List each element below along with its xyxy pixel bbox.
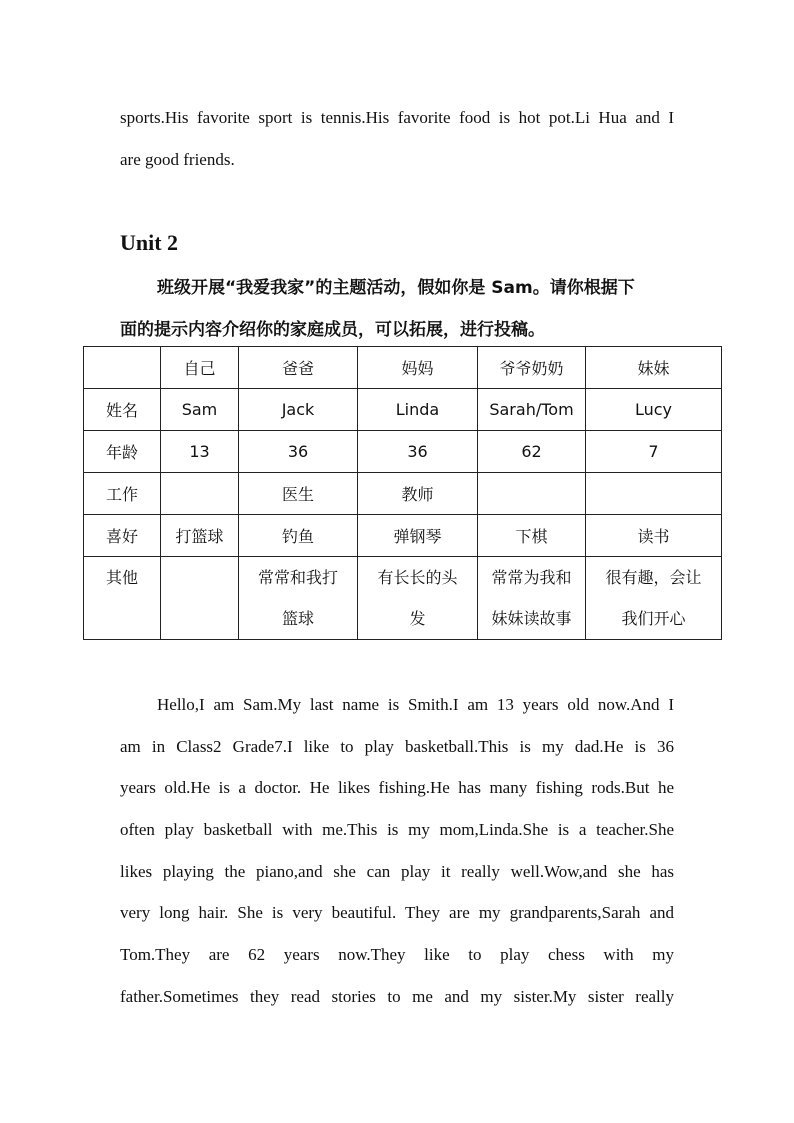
essay-line-5: likes playing the piano,and she can play it really well.Wow,and she has <box>120 862 674 881</box>
cell-line: 我们开心 <box>621 609 686 628</box>
cell-line: 有长长的头 <box>377 568 458 587</box>
table-header-cell: 妹妹 <box>586 347 722 389</box>
table-cell <box>84 347 161 389</box>
table-cell: 弹钢琴 <box>358 515 478 557</box>
intro-line-1: sports.His favorite sport is tennis.His favorite food is hot pot.Li Hua and I <box>120 108 674 127</box>
table-cell: 36 <box>358 431 478 473</box>
table-cell: Jack <box>239 389 358 431</box>
prompt-line-1: 班级开展“我爱我家”的主题活动，假如你是 Sam。请你根据下 <box>157 278 635 298</box>
table-cell: Sarah/Tom <box>478 389 586 431</box>
table-cell: 打篮球 <box>161 515 239 557</box>
table-cell: 62 <box>478 431 586 473</box>
table-cell <box>586 557 722 640</box>
essay-line-3: years old.He is a doctor. He likes fishing.He has many fishing rods.But he <box>120 778 674 797</box>
table-cell: 教师 <box>358 473 478 515</box>
table-cell: 下棋 <box>478 515 586 557</box>
essay-line-8: father.Sometimes they read stories to me and my sister.My sister really <box>120 987 674 1006</box>
family-info-table <box>83 346 722 640</box>
table-cell: 读书 <box>586 515 722 557</box>
cell-line: 篮球 <box>281 609 314 628</box>
table-cell: 36 <box>239 431 358 473</box>
essay-line-1: Hello,I am Sam.My last name is Smith.I am 13 years old now.And I <box>157 695 674 714</box>
essay-line-7: Tom.They are 62 years now.They like to play chess with my <box>120 945 674 964</box>
table-header-cell: 自己 <box>161 347 239 389</box>
table-header-row <box>84 347 722 389</box>
table-cell <box>358 557 478 640</box>
row-label: 姓名 <box>84 389 161 431</box>
table-row <box>84 431 722 473</box>
table-row <box>84 389 722 431</box>
table-cell: 13 <box>161 431 239 473</box>
table-cell: Sam <box>161 389 239 431</box>
essay-line-4: often play basketball with me.This is my mom,Linda.She is a teacher.She <box>120 820 674 839</box>
row-label: 其他 <box>84 557 161 640</box>
row-label: 工作 <box>84 473 161 515</box>
cell-line: 发 <box>409 609 426 628</box>
cell-line: 妹妹读故事 <box>491 609 572 628</box>
prompt-line-2: 面的提示内容介绍你的家庭成员，可以拓展，进行投稿。 <box>120 320 545 340</box>
table-cell: 钓鱼 <box>239 515 358 557</box>
table-header-cell: 妈妈 <box>358 347 478 389</box>
table-header-cell: 爸爸 <box>239 347 358 389</box>
table-cell <box>161 557 239 640</box>
table-cell <box>239 557 358 640</box>
cell-line: 很有趣，会让 <box>605 568 702 587</box>
unit-heading: Unit 2 <box>120 230 179 255</box>
table-cell <box>478 473 586 515</box>
essay-line-2: am in Class2 Grade7.I like to play basketball.This is my dad.He is 36 <box>120 737 674 756</box>
table-row <box>84 557 722 640</box>
table-header-cell: 爷爷奶奶 <box>478 347 586 389</box>
cell-line: 常常为我和 <box>491 568 572 587</box>
table-cell: 医生 <box>239 473 358 515</box>
essay-line-6: very long hair. She is very beautiful. They are my grandparents,Sarah and <box>120 903 674 922</box>
intro-line-2: are good friends. <box>120 150 235 169</box>
table-cell <box>161 473 239 515</box>
table-cell <box>478 557 586 640</box>
table-cell <box>586 473 722 515</box>
row-label: 喜好 <box>84 515 161 557</box>
cell-line: 常常和我打 <box>257 568 338 587</box>
table-cell: Linda <box>358 389 478 431</box>
table-cell: 7 <box>586 431 722 473</box>
row-label: 年龄 <box>84 431 161 473</box>
table-cell: Lucy <box>586 389 722 431</box>
table-row <box>84 515 722 557</box>
table-row <box>84 473 722 515</box>
